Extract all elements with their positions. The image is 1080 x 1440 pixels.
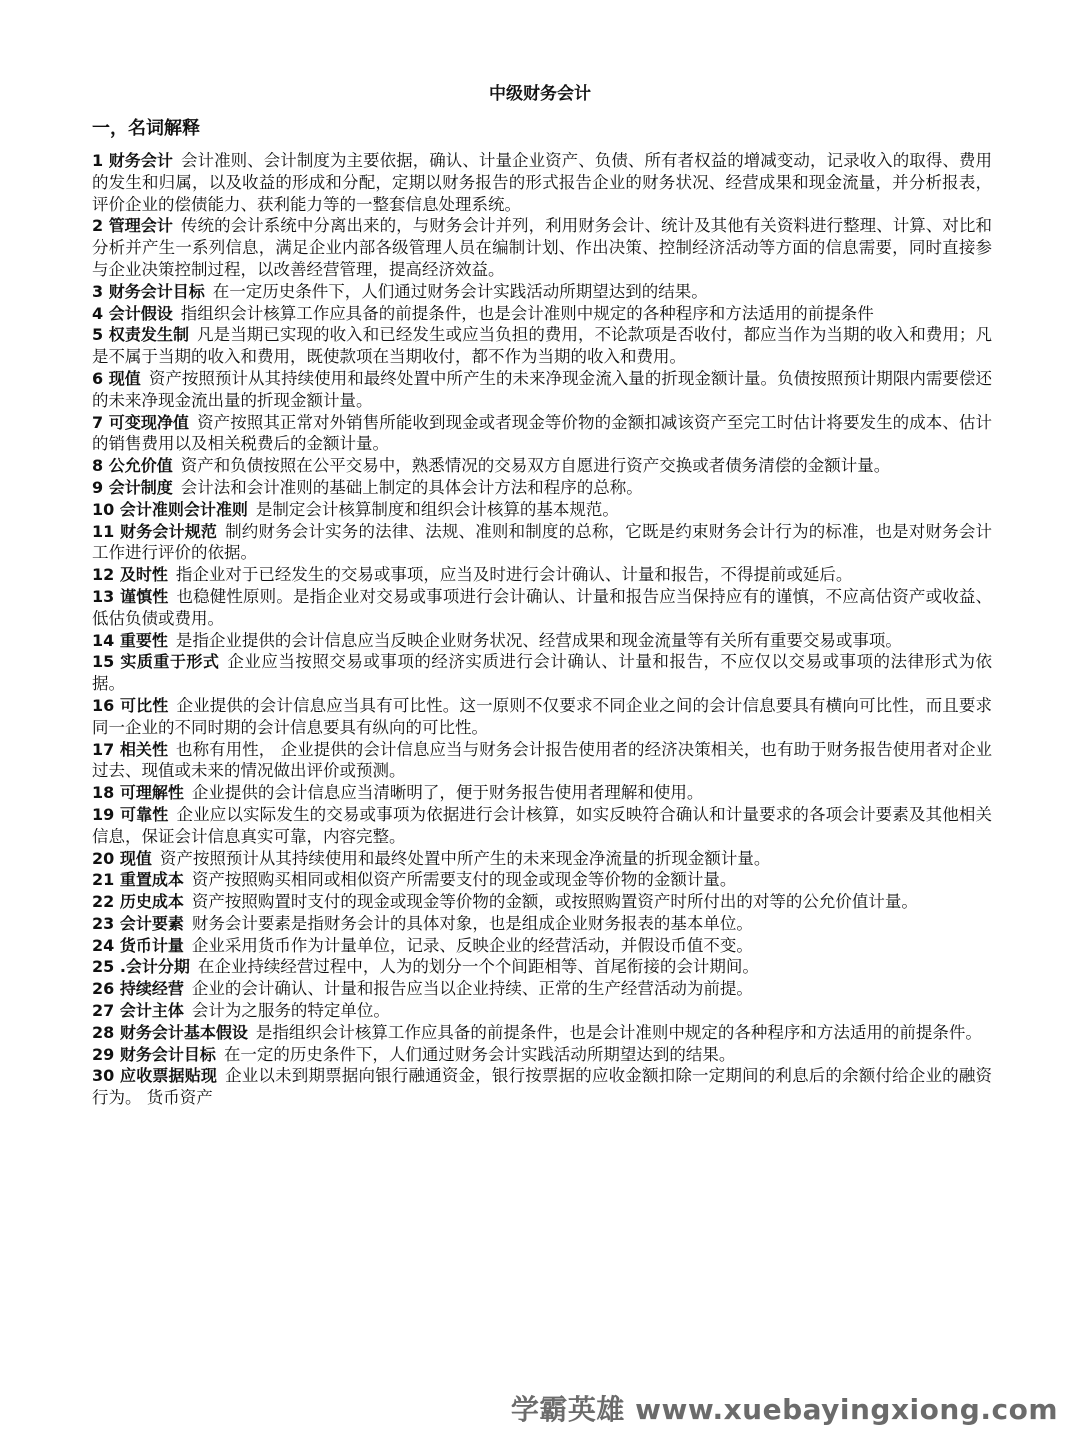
- definition-term: 25 .会计分期: [92, 957, 190, 977]
- definition-term: 10 会计准则会计准则: [92, 499, 248, 519]
- definition-term: 17 相关性: [92, 739, 169, 759]
- definition-entry: [92, 695, 992, 739]
- definition-entry: [92, 804, 992, 848]
- definition-text: 企业应以实际发生的交易或事项为依据进行会计核算，如实反映符合确认和计量要求的各项会计要素及其他相关信息，保证会计信息真实可靠，内容完整。: [92, 804, 993, 846]
- definition-entry: [92, 869, 992, 891]
- definition-term: 4 会计假设: [92, 303, 173, 323]
- definition-entry: [92, 586, 992, 630]
- site-watermark: 学霸英雄 www.xuebayingxiong.com: [510, 1393, 1058, 1426]
- definition-entry: [92, 324, 992, 368]
- definition-text: 资产按照预计从其持续使用和最终处置中所产生的未来净现金流入量的折现金额计量。负债按照预计期限内需要偿还的未来净现金流出量的折现金额计量。: [92, 368, 992, 410]
- definition-term: 28 财务会计基本假设: [92, 1022, 248, 1042]
- definition-text: 企业的会计确认、计量和报告应当以企业持续、正常的生产经营活动为前提。: [191, 979, 753, 999]
- definition-term: 26 持续经营: [92, 979, 184, 999]
- definition-text: 指组织会计核算工作应具备的前提条件，也是会计准则中规定的各种程序和方法适用的前提条件: [180, 303, 874, 323]
- definition-term: 6 现值: [92, 368, 141, 388]
- definition-text: 会计法和会计准则的基础上制定的具体会计方法和程序的总称。: [180, 477, 643, 497]
- definition-entry: [92, 651, 992, 695]
- definition-term: 30 应收票据贴现: [92, 1066, 218, 1086]
- definition-text: 财务会计要素是指财务会计的具体对象，也是组成企业财务报表的基本单位。: [191, 913, 753, 933]
- definition-text: 指企业对于已经发生的交易或事项，应当及时进行会计确认、计量和报告，不得提前或延后。: [175, 565, 853, 585]
- definition-text: 制约财务会计实务的法律、法规、准则和制度的总称，它既是约束财务会计行为的标准，也是对财务会计工作进行评价的依据。: [92, 521, 993, 563]
- document-title: 中级财务会计: [489, 84, 591, 104]
- definition-entry: [92, 782, 992, 804]
- definition-entry: [92, 564, 992, 586]
- definition-term: 27 会计主体: [92, 1001, 184, 1021]
- definition-term: 23 会计要素: [92, 913, 184, 933]
- definition-text: 资产按照预计从其持续使用和最终处置中所产生的未来现金净流量的折现金额计量。: [159, 848, 771, 868]
- definition-text: 是指组织会计核算工作应具备的前提条件，也是会计准则中规定的各种程序和方法适用的前提条件。: [255, 1022, 982, 1042]
- definition-term: 24 货币计量: [92, 935, 184, 955]
- definition-text: 企业应当按照交易或事项的经济实质进行会计确认、计量和报告，不应仅以交易或事项的法律形式为依据。: [92, 652, 992, 694]
- definition-entry: [92, 848, 992, 870]
- definition-text: 资产按照购置时支付的现金或现金等价物的金额，或按照购置资产时所付出的对等的公允价值计量。: [191, 892, 918, 912]
- definition-term: 15 实质重于形式: [92, 652, 220, 672]
- definition-entry: [92, 215, 992, 280]
- definition-text: 企业采用货币作为计量单位，记录、反映企业的经营活动，并假设币值不变。: [191, 935, 753, 955]
- definition-text: 企业提供的会计信息应当清晰明了，便于财务报告使用者理解和使用。: [191, 783, 704, 803]
- definition-entry: [92, 412, 992, 456]
- definition-text: 企业提供的会计信息应当具有可比性。这一原则不仅要求不同企业之间的会计信息要具有横向可比性，而且要求同一企业的不同时期的会计信息要具有纵向的可比性。: [92, 695, 993, 737]
- definition-text: 在一定的历史条件下，人们通过财务会计实践活动所期望达到的结果。: [223, 1044, 736, 1064]
- definition-entry: [92, 521, 992, 565]
- definition-text: 资产按照购买相同或相似资产所需要支付的现金或现金等价物的金额计量。: [191, 870, 737, 890]
- definition-entry: [92, 630, 992, 652]
- definition-entry: [92, 1044, 992, 1066]
- definition-term: 18 可理解性: [92, 783, 184, 803]
- definition-entry: [92, 913, 992, 935]
- definition-term: 1 财务会计: [92, 151, 173, 170]
- definition-term: 8 公允价值: [92, 456, 173, 476]
- definition-entry: [92, 956, 992, 978]
- definition-text: 也稳健性原则。是指企业对交易或事项进行会计确认、计量和报告应当保持应有的谨慎，不应高估资产或收益、低估负债或费用。: [92, 586, 993, 628]
- definition-term: 29 财务会计目标: [92, 1044, 216, 1064]
- section-heading: 一，名词解释: [92, 118, 200, 139]
- definition-entry: [92, 477, 992, 499]
- definition-entry: [92, 455, 992, 477]
- definition-text: 会计准则、会计制度为主要依据，确认、计量企业资产、负债、所有者权益的增减变动，记录收入的取得、费用的发生和归属，以及收益的形成和分配，定期以财务报告的形式报告企业的财务状况、经营成果和现金流量，并分析报表，评价企业的偿债能力、获利能力等的一整套信息处理系统。: [92, 151, 992, 214]
- definition-entry: [92, 303, 992, 325]
- definition-term: 22 历史成本: [92, 892, 184, 912]
- definition-entry: [92, 368, 992, 412]
- definition-entry: [92, 499, 992, 521]
- definition-text: 传统的会计系统中分离出来的，与财务会计并列，利用财务会计、统计及其他有关资料进行整理、计算、对比和分析并产生一系列信息，满足企业内部各级管理人员在编制计划、作出决策、控制经济活动等方面的信息需要，同时直接参与企业决策控制过程，以改善经营管理，提高经济效益。: [92, 216, 992, 279]
- definition-term: 9 会计制度: [92, 477, 173, 497]
- definition-entry: [92, 739, 992, 783]
- definition-text: 也称有用性， 企业提供的会计信息应当与财务会计报告使用者的经济决策相关，也有助于财务报告使用者对企业过去、现值或未来的情况做出评价或预测。: [92, 739, 993, 781]
- definition-text: 会计为之服务的特定单位。: [191, 1001, 390, 1021]
- definition-term: 3 财务会计目标: [92, 281, 205, 301]
- definition-entry: [92, 150, 992, 215]
- definition-term: 21 重置成本: [92, 870, 184, 890]
- definition-term: 2 管理会计: [92, 216, 173, 236]
- definition-entry: [92, 978, 992, 1000]
- definition-term: 14 重要性: [92, 630, 168, 650]
- definitions-list: [92, 150, 992, 1109]
- definition-text: 在企业持续经营过程中，人为的划分一个个间距相等、首尾衔接的会计期间。: [197, 957, 759, 977]
- definition-entry: [92, 1022, 992, 1044]
- definition-text: 凡是当期已实现的收入和已经发生或应当负担的费用，不论款项是否收付，都应当作为当期的收入和费用；凡是不属于当期的收入和费用，既使款项在当期收付，都不作为当期的收入和费用。: [92, 325, 992, 367]
- definition-text: 资产按照其正常对外销售所能收到现金或者现金等价物的金额扣减该资产至完工时估计将要发生的成本、估计的销售费用以及相关税费后的金额计量。: [92, 412, 992, 454]
- definition-text: 资产和负债按照在公平交易中，熟悉情况的交易双方自愿进行资产交换或者债务清偿的金额计量。: [180, 456, 891, 476]
- definition-text: 企业以未到期票据向银行融通资金，银行按票据的应收金额扣除一定期间的利息后的余额付给企业的融资行为。 货币资产: [92, 1066, 993, 1108]
- definition-text: 在一定历史条件下，人们通过财务会计实践活动所期望达到的结果。: [212, 281, 708, 301]
- definition-term: 20 现值: [92, 848, 152, 868]
- definition-term: 19 可靠性: [92, 804, 169, 824]
- definition-text: 是指企业提供的会计信息应当反映企业财务状况、经营成果和现金流量等有关所有重要交易或事项。: [175, 630, 902, 650]
- definition-text: 是制定会计核算制度和组织会计核算的基本规范。: [255, 499, 619, 519]
- definition-term: 7 可变现净值: [92, 412, 190, 432]
- definition-entry: [92, 281, 992, 303]
- definition-term: 13 谨慎性: [92, 586, 169, 606]
- definition-term: 16 可比性: [92, 695, 169, 715]
- definition-entry: [92, 1065, 992, 1109]
- definition-entry: [92, 891, 992, 913]
- definition-entry: [92, 1000, 992, 1022]
- definition-term: 11 财务会计规范: [92, 521, 218, 541]
- definition-term: 5 权责发生制: [92, 325, 190, 345]
- definition-term: 12 及时性: [92, 565, 168, 585]
- definition-entry: [92, 935, 992, 957]
